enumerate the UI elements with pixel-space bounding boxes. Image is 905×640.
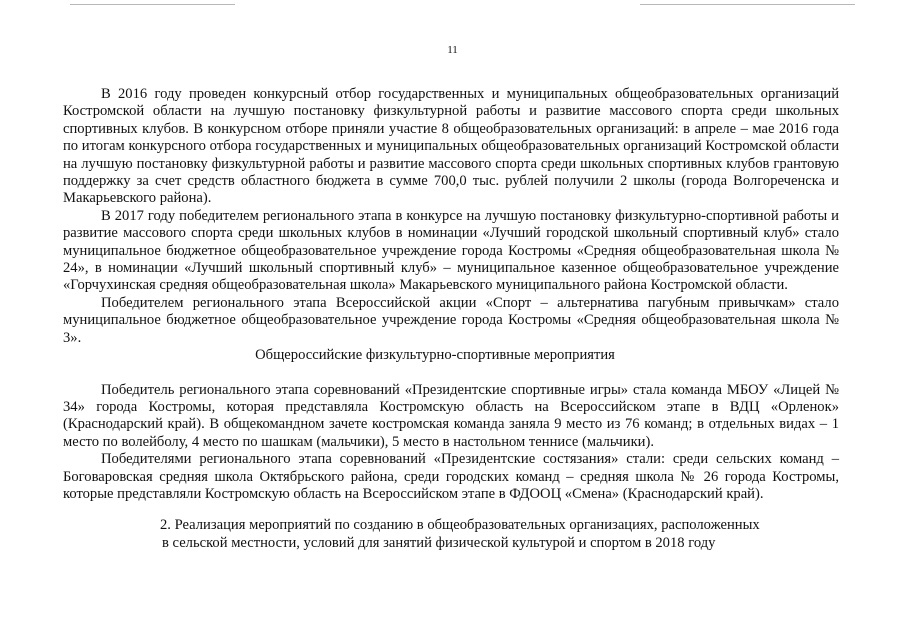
top-rule-left <box>70 4 235 5</box>
section-title <box>63 517 800 552</box>
paragraph-contest-2017: В 2017 году победителем регионального этапа в конкурсе на лучшую постановку физкультурно-спортивной работы и развитие массового спорта среди школьных клубов в номинации «Лучший городской школьный спортивный клуб» стало муниципальное бюджетное общеобразовательное учреждение города Костромы «Средняя общеобразовательная школа № 24», в номинации «Лучший школьный спортивный клуб» – муниципальное казенное общеобразовательное учреждение «Горчухинская средняя общеобразовательная школа» Макарьевского муниципального района Костромской области. <box>63 207 839 294</box>
page-number: 11 <box>447 44 458 56</box>
spacer <box>63 503 839 517</box>
section-title-line-1: 2. Реализация мероприятий по созданию в общеобразовательных организациях, расположенных <box>160 517 760 534</box>
paragraph-presidential-competitions: Победителями регионального этапа соревнований «Президентские состязания» стали: среди сельских команд – Боговаровская средняя школа Октябрьского района, среди городских команд – средняя школа № 26 города Костромы, которые представляли Костромскую область на Всероссийском этапе в ФДООЦ «Смена» (Краснодарский край). <box>63 451 839 502</box>
top-rule-right <box>640 4 855 5</box>
section-title-line-2: в сельской местности, условий для занятий физической культурой и спортом в 2018 году <box>162 534 716 551</box>
section-heading: Общероссийские физкультурно-спортивные мероприятия <box>255 347 615 364</box>
paragraph-contest-2016: В 2016 году проведен конкурсный отбор государственных и муниципальных общеобразовательных организаций Костромской области на лучшую постановку физкультурной работы и развитие массового спорта среди школьных спортивных клубов. В конкурсном отборе приняли участие 8 общеобразовательных организаций: в апреле – мае 2016 года по итогам конкурсного отбора государственных и муниципальных общеобразовательных организаций Костромской области на лучшую постановку физкультурной работы и развитие массового спорта среди школьных спортивных клубов грантовую поддержку за счет средств областного бюджета в сумме 700,0 тыс. рублей получили 2 школы (города Волгореченска и Макарьевского района). <box>63 86 839 207</box>
paragraph-sport-alternative: Победителем регионального этапа Всероссийской акции «Спорт – альтернатива пагубным привычкам» стало муниципальное бюджетное общеобразовательное учреждение города Костромы «Средняя общеобразовательная школа № 3». <box>63 294 839 346</box>
spacer <box>63 365 839 382</box>
paragraph-presidential-games: Победитель регионального этапа соревнований «Президентские спортивные игры» стала команда МБОУ «Лицей № 34» города Костромы, которая представляла Костромскую область на Всероссийском этапе в ВДЦ «Орленок» (Краснодарский край). В общекомандном зачете костромская команда заняла 9 место из 76 команд; в отдельных видах – 1 место по волейболу, 4 место по шашкам (мальчики), 5 место в настольном теннисе (мальчики). <box>63 381 839 450</box>
document-body <box>63 86 839 552</box>
